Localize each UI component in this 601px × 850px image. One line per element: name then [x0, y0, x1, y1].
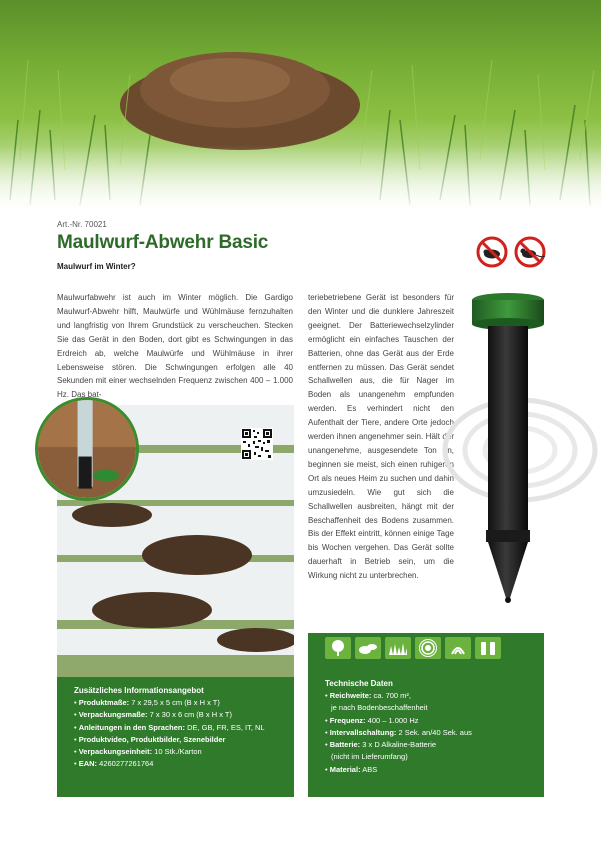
product-image-mole-repeller — [468, 290, 548, 610]
page-subtitle: Maulwurf im Winter? — [57, 262, 136, 271]
signal-icon — [445, 637, 471, 659]
sound-wave-icon — [415, 637, 441, 659]
animals-icon — [355, 637, 381, 659]
grass-icon — [385, 637, 411, 659]
spec-item: • Material: ABS — [325, 764, 378, 774]
no-mole-icon — [476, 236, 508, 268]
info-list — [74, 697, 294, 771]
article-number: Art.-Nr. 70021 — [57, 220, 107, 229]
body-text-right: teriebetriebene Gerät ist besonders für den Winter und die dunklere Jahreszeit geeignet. Der Batteriewechselzylinder ermöglicht ein einfaches Tauschen der Batterien, ohne das Gerät aus der Erde entfernen zu müssen. Das Gerät sendet Schallwellen aus, die für Nager im Boden als unangenehm empfunden werden. Es verhindert nicht den Aufenthalt der Tiere, andere Orte jedoch werden ihnen angenehmer sein. Hält der unangenehme, ausgesendete Ton an, beginnen sie meist, sich einen ruhigeren Ort als neues Heim zu suchen und dahin umzusiedeln. Wie gut sich die Schallwellen ausbreiten, hängt mit der Beschaffenheit des Bodens zusammen. Bis der Effekt eintritt, können einige Tage bis Wochen vergehen. Das Gerät sollte dauerhaft in Betrieb sein, um die Wirkung nicht zu unterbrechen. — [308, 293, 454, 581]
qr-code[interactable] — [241, 428, 273, 460]
specs-list — [325, 690, 544, 776]
tree-icon — [325, 637, 351, 659]
spec-item-continuation: je nach Bodenbeschaffenheit — [331, 703, 428, 713]
info-item: • Verpackungseinheit: 10 Stk./Karton — [74, 747, 202, 757]
info-item: • Anleitungen in den Sprachen: DE, GB, FR, ES, IT, NL — [74, 722, 265, 732]
specs-title: Technische Daten — [325, 679, 393, 688]
hero-grass-image — [0, 0, 601, 215]
info-item: • Produktmaße: 7 x 29,5 x 5 cm (B x H x T) — [74, 698, 220, 707]
spec-item-continuation: (nicht im Lieferumfang) — [331, 752, 408, 762]
spec-item: • Frequenz: 400 – 1.000 Hz — [325, 715, 419, 725]
body-text-left: Maulwurfabwehr ist auch im Winter möglich. Die Gardigo Maulwurf-Abwehr hilft, Maulwürfe und Wühlmäuse fernzuhalten und langfristig von Ihrem Grundstück zu verscheuchen. Stecken Sie das Gerät in den Boden, dort gibt es Schwingungen in das Erdreich ab, welche Maulwürfe und Wühlmäuse in ihrer Lebensweise stören. Die Schwingungen erfolgen alle 40 Sekunden mit einer wechselnden Frequenz zwischen 400 – 1.000 Hz. Das bat- — [57, 293, 293, 400]
spec-item: • Reichweite: ca. 700 m², — [325, 691, 412, 700]
feature-icon-row — [325, 637, 544, 659]
inset-photo-device-in-ground — [35, 397, 139, 501]
technical-data-box — [308, 633, 544, 797]
info-item: • Verpackungsmaße: 7 x 30 x 6 cm (B x H x T) — [74, 710, 232, 720]
page-title: Maulwurf-Abwehr Basic — [57, 232, 269, 253]
info-item: • EAN: 4260277261764 — [74, 759, 154, 769]
battery-icon — [475, 637, 501, 659]
prohibition-icons — [476, 236, 546, 268]
spec-item: • Batterie: 3 x D Alkaline-Batterie — [325, 740, 437, 750]
additional-info-box — [57, 677, 294, 797]
no-vole-icon — [514, 236, 546, 268]
info-item: • Produktvideo, Produktbilder, Szenebilder — [74, 734, 226, 744]
info-box-title: Zusätzliches Informationsangebot — [74, 686, 204, 695]
spec-item: • Intervallschaltung: 2 Sek. an/40 Sek. aus — [325, 727, 472, 737]
